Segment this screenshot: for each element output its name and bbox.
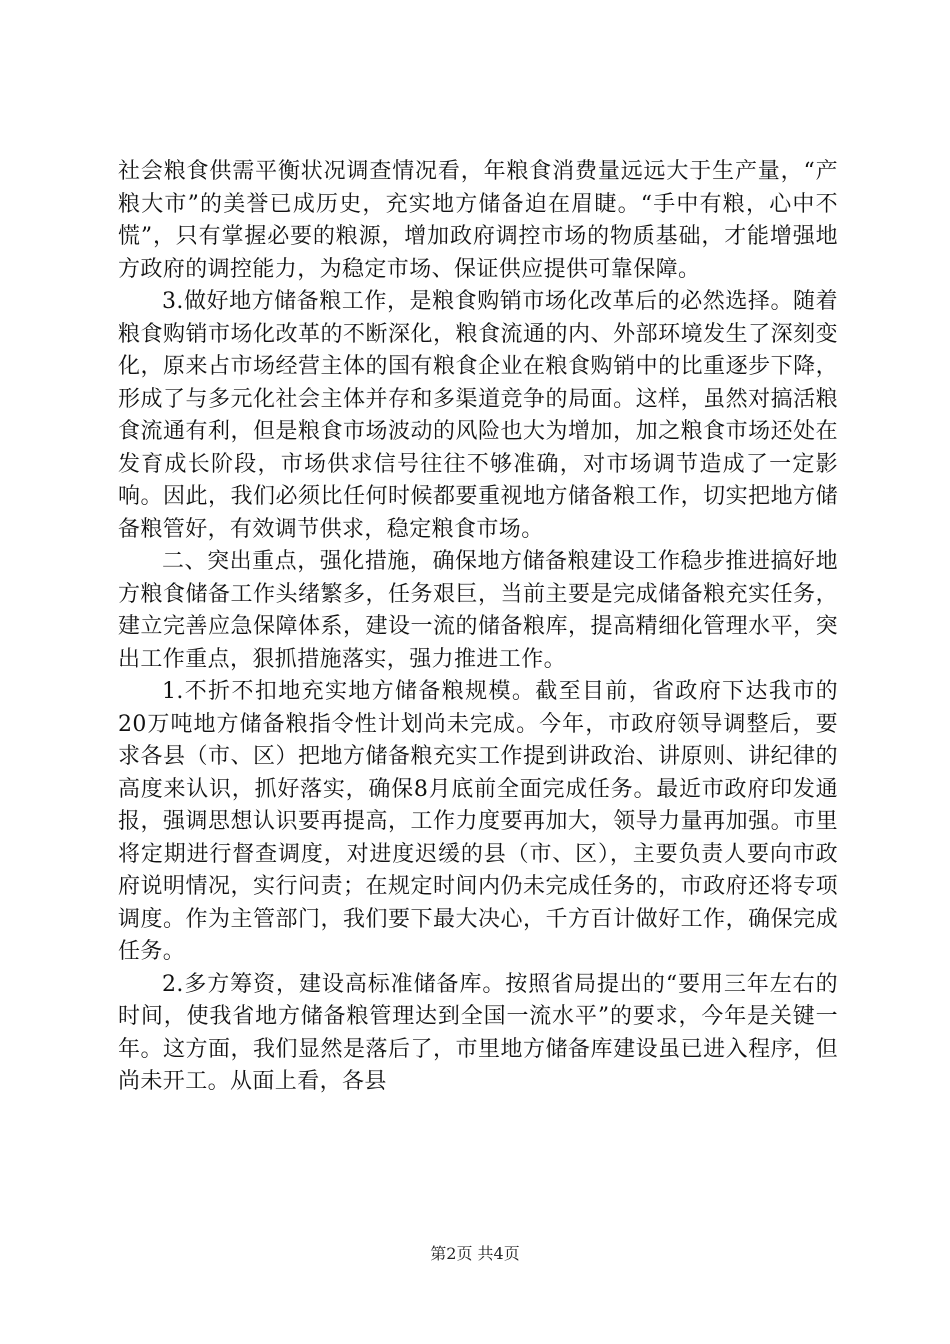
paragraph-section-2: 二、突出重点，强化措施，确保地方储备粮建设工作稳步推进搞好地方粮食储备工作头绪繁多，任务艰巨，当前主要是完成储备粮充实任务，建立完善应急保障体系，建设一流的储备粮库，提高精细化管理水平，突出工作重点，狠抓措施落实，强力推进工作。	[118, 549, 838, 672]
paragraph-point-3: 3.做好地方储备粮工作，是粮食购销市场化改革后的必然选择。随着粮食购销市场化改革的不断深化，粮食流通的内、外部环境发生了深刻变化，原来占市场经营主体的国有粮食企业在粮食购销中的比重逐步下降，形成了与多元化社会主体并存和多渠道竞争的局面。这样，虽然对搞活粮食流通有利，但是粮食市场波动的风险也大为增加，加之粮食市场还处在发育成长阶段，市场供求信号往往不够准确，对市场调节造成了一定影响。因此，我们必须比任何时候都要重视地方储备粮工作，切实把地方储备粮管好，有效调节供求，稳定粮食市场。	[118, 289, 838, 542]
document-body	[118, 156, 838, 1099]
paragraph-point-1: 1.不折不扣地充实地方储备粮规模。截至目前，省政府下达我市的20万吨地方储备粮指令性计划尚未完成。今年，市政府领导调整后，要求各县（市、区）把地方储备粮充实工作提到讲政治、讲原则、讲纪律的高度来认识，抓好落实，确保8月底前全面完成任务。最近市政府印发通报，强调思想认识要再提高，工作力度要再加大，领导力量再加强。市里将定期进行督查调度，对进度迟缓的县（市、区），主要负责人要向市政府说明情况，实行问责；在规定时间内仍未完成任务的，市政府还将专项调度。作为主管部门，我们要下最大决心，千方百计做好工作，确保完成任务。	[118, 679, 838, 964]
paragraph-continuation: 社会粮食供需平衡状况调查情况看，年粮食消费量远远大于生产量，“产粮大市”的美誉已成历史，充实地方储备迫在眉睫。“手中有粮，心中不慌”，只有掌握必要的粮源，增加政府调控市场的物质基础，才能增强地方政府的调控能力，为稳定市场、保证供应提供可靠保障。	[118, 159, 838, 282]
paragraph-point-2: 2.多方筹资，建设高标准储备库。按照省局提出的“要用三年左右的时间，使我省地方储备粮管理达到全国一流水平”的要求，今年是关键一年。这方面，我们显然是落后了，市里地方储备库建设虽已进入程序，但尚未开工。从面上看，各县	[118, 971, 838, 1094]
page-number-footer: 第2页 共4页	[430, 1244, 520, 1263]
